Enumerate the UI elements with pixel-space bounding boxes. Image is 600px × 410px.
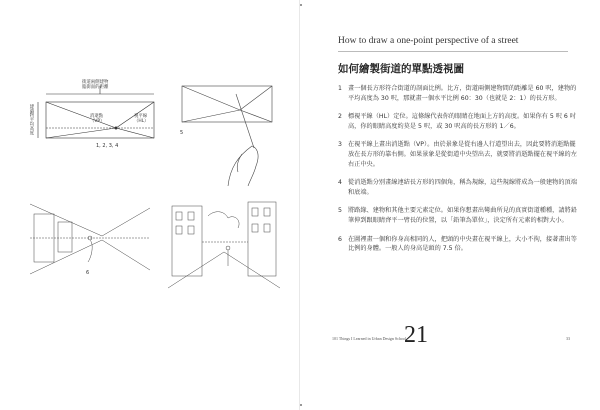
running-footer: 101 Things I Learned in Urban Design School	[332, 336, 407, 341]
figure-perspective-box	[28, 80, 158, 150]
step-text: 畫一個長方形符合街道的剖面比例。比方，街道兩側建物間的距離是 60 呎，建物的平均高度為 30 呎，那就畫一個水平比例 60：30（也就是 2：1）的長方形。	[348, 85, 577, 102]
steps-list	[338, 84, 578, 263]
figure-caption-6: 6	[86, 270, 90, 276]
top-mark	[300, 4, 302, 6]
vanishing-point-label: 消逝點 （VP）	[90, 114, 105, 124]
step-number: 4	[338, 179, 342, 187]
page-gutter	[299, 0, 300, 410]
step-number: 6	[338, 235, 342, 243]
step-item	[338, 140, 578, 169]
step-text: 將路緣、建物和其他主要元素定位。如果你想畫出彎曲所見的真實街道種種，請將鉛筆伸到跟眼睛齊平一臂長的位置，以「鉛筆為單位」，決定所有元素的相對大小。	[348, 207, 577, 224]
step-text: 在圖裡畫一個和你身高相同的人，把頭的中央畫在視平線上，大小不拘，接著畫出等比例的身體。一般人的身高是頭的 7.5 倍。	[348, 235, 577, 253]
step-text: 從消逝點分別畫線連結長方形的四個角，稱為規線，這些規線將成為一般建物的頂端和底端。	[348, 179, 577, 196]
street-drawing-right	[168, 196, 280, 292]
pencil-sketch	[168, 76, 278, 186]
step-number: 5	[338, 207, 342, 215]
step-item	[338, 178, 578, 197]
english-title: How to draw a one-point perspective of a street	[338, 36, 519, 46]
step-text: 標視平線（HL）定位。這條線代表你的眼睛在地面上方的高度。如果你有 5 呎 6 吋高，你的眼睛高度約莫是 5 呎，或 30 呎高的長方形的 1／6。	[348, 113, 577, 130]
step-number: 1	[338, 85, 342, 92]
street-drawing-left	[30, 200, 150, 280]
step-item	[338, 84, 578, 103]
figure-pencil-measure	[168, 76, 278, 186]
step-number: 3	[338, 141, 342, 149]
step-item	[338, 206, 578, 225]
page-number: 33	[566, 336, 570, 341]
title-rule	[338, 51, 568, 52]
street-width-label: 街道兩側建物 臨街面的距離	[82, 80, 109, 90]
step-text: 在視平線上畫出消逝點（VP）。由於景象是從右邊人行道望出去，因此要將消逝點擺放在長方形的靠右側。如果景象是從街道中央望出去，就要將消逝點擺在視平線的左右正中央。	[348, 141, 577, 168]
chinese-title: 如何繪製街道的單點透視圖	[338, 63, 464, 75]
step-item	[338, 112, 578, 131]
figure-caption-1: 1, 2, 3, 4	[96, 143, 119, 149]
building-height-label: 建築物平均高度	[29, 104, 34, 135]
figure-caption-5: 5	[180, 130, 184, 136]
step-item	[338, 235, 578, 254]
figure-street-sketch-right	[168, 196, 280, 292]
figure-street-sketch-left	[30, 200, 150, 280]
lesson-number: 21	[404, 322, 428, 348]
horizon-line-label: 視平線 （HL）	[134, 114, 149, 124]
step-number: 2	[338, 113, 342, 121]
bottom-mark	[300, 404, 302, 406]
